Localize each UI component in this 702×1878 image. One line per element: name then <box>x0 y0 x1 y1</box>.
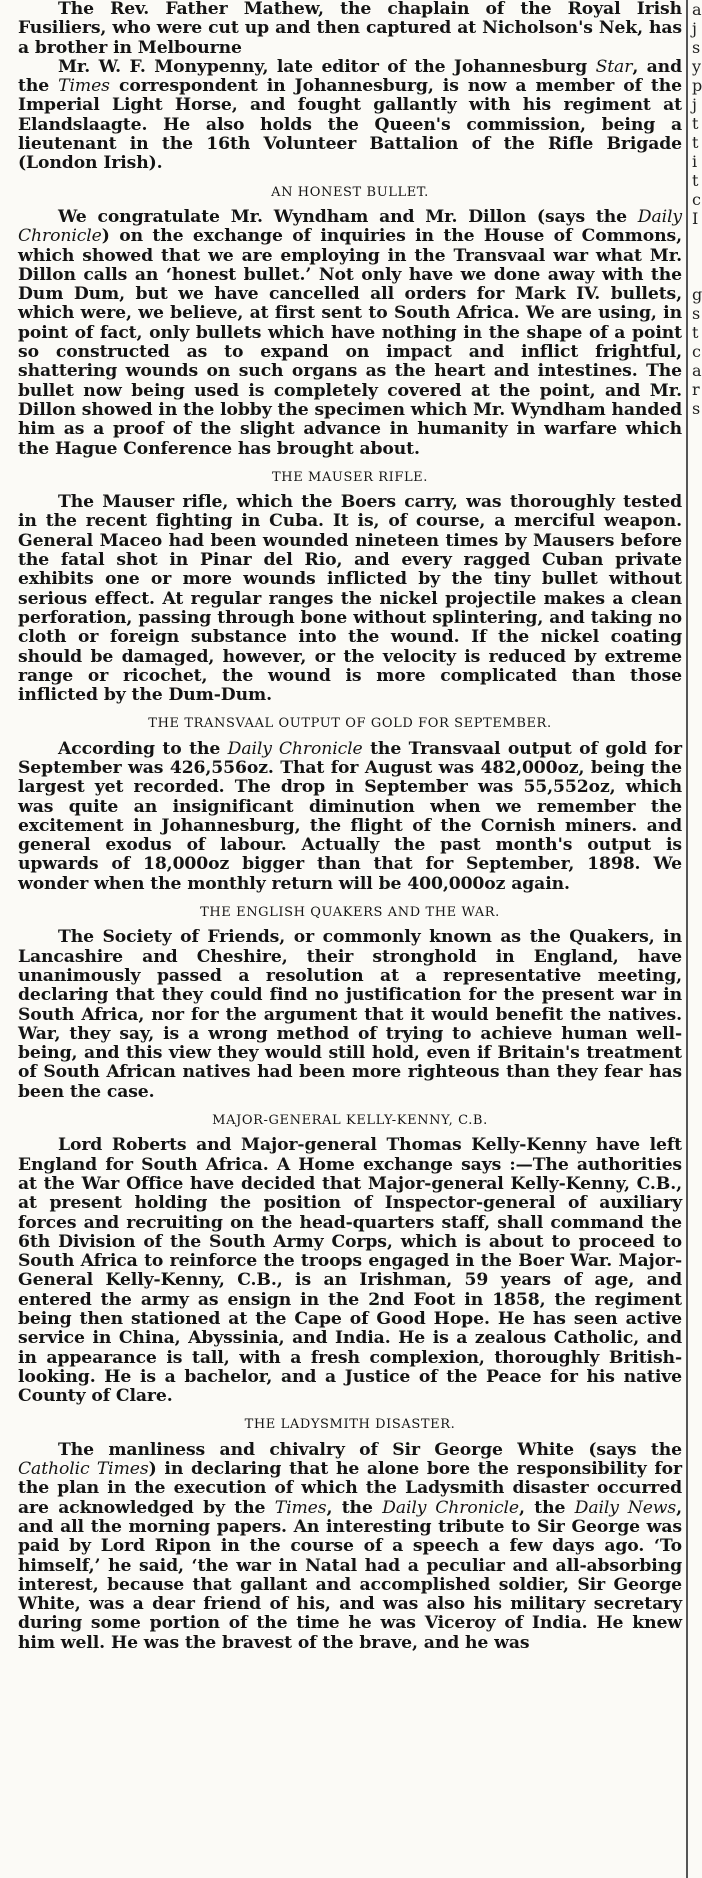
edge-fragment: t <box>692 171 699 190</box>
paragraph-ladysmith-disaster: The manliness and chivalry of Sir George White (says the Catholic Times) in declaring that he alone bore the responsibility for the plan in the execution of which the Ladysmith disaster occurred are acknowledged by the Times, the Daily Chronicle, the Daily News, and all the morning papers. An interesting tribute to Sir George was paid by Lord Ripon in the course of a speech a few days ago. ‘To himself,’ he said, ‘the war in Natal had a peculiar and all-absorbing interest, because that gallant and accomplished soldier, Sir George White, was a dear friend of his, and was also his military secretary during some portion of the time he was Viceroy of India. He knew him well. He was the bravest of the brave, and he was <box>18 1439 682 1653</box>
heading-ladysmith-disaster: THE LADYSMITH DISASTER. <box>244 1417 456 1433</box>
paragraph-honest-bullet: We congratulate Mr. Wyndham and Mr. Dillon (says the Daily Chronicle) on the exchange of inquiries in the House of Commons, which showed that we are employing in the Transvaal war what Mr. Dillon calls an ‘honest bullet.’ Not only have we done away with the Dum Dum, but we have cancelled all orders for Mark IV. bullets, which were, we believe, at first sent to South Africa. We are using, in point of fact, only bullets which have nothing in the shape of a point so constructed as to expand on impact and inflict frightful, shattering wounds on such organs as the heart and intestines. The bullet now being used is completely covered at the point, and Mr. Dillon showed in the lobby the specimen which Mr. Wyndham handed him as a proof of the slight advance in humanity in warfare which the Hague Conference has brought about. <box>18 206 682 459</box>
adjacent-column-fragments <box>692 0 700 1878</box>
edge-fragment: g <box>692 285 702 304</box>
edge-fragment: r <box>692 380 700 399</box>
edge-fragment <box>692 247 700 266</box>
edge-fragment: a <box>692 361 702 380</box>
edge-fragment: s <box>692 38 701 57</box>
paragraph-father-mathew: The Rev. Father Mathew, the chaplain of the Royal Irish Fusiliers, who were cut up and then captured at Nicholson's Nek, has a brother in Melbourne <box>18 0 682 58</box>
article-column <box>18 0 682 1653</box>
column-rule <box>686 0 688 1878</box>
edge-fragment: t <box>692 133 699 152</box>
paragraph-transvaal-gold: According to the Daily Chronicle the Transvaal output of gold for September was 426,556oz. That for August was 482,000oz, being the largest yet recorded. The drop in September was 55,552oz, which was quite an insignificant diminution when we remember the excitement in Johannesburg, the flight of the Cornish miners. and general exodus of labour. Actually the past month's output is upwards of 18,000oz bigger than that for September, 1898. We wonder when the monthly return will be 400,000oz again. <box>18 738 682 894</box>
heading-english-quakers: THE ENGLISH QUAKERS AND THE WAR. <box>200 905 500 921</box>
edge-fragment: s <box>692 304 701 323</box>
edge-fragment: p <box>692 76 702 95</box>
heading-honest-bullet: AN HONEST BULLET. <box>271 184 429 200</box>
edge-fragment: j <box>692 19 697 38</box>
edge-fragment: s <box>692 399 701 418</box>
paragraph-kelly-kenny: Lord Roberts and Major-general Thomas Kelly-Kenny have left England for South Africa. A Home exchange says :—The authorities at the War Office have decided that Major-general Kelly-Kenny, C.B., at present holding the position of Inspector-general of auxiliary forces and recruiting on the head-quarters staff, shall command the 6th Division of the South Army Corps, which is about to proceed to South Africa to reinforce the troops engaged in the Boer War. Major-General Kelly-Kenny, C.B., is an Irishman, 59 years of age, and entered the army as ensign in the 2nd Foot in 1858, the regiment being then stationed at the Cape of Good Hope. He has seen active service in China, Abyssinia, and India. He is a zealous Catholic, and in appearance is tall, with a fresh complexion, thoroughly British-looking. He is a bachelor, and a Justice of the Peace for his native County of Clare. <box>18 1135 682 1407</box>
paragraph-mauser-rifle: The Mauser rifle, which the Boers carry, was thoroughly tested in the recent fighting in Cuba. It is, of course, a merciful weapon. General Maceo had been wounded nineteen times by Mausers before the fatal shot in Pinar del Rio, and every ragged Cuban private exhibits one or more wounds inflicted by the tiny bullet without serious effect. At regular ranges the nickel projectile makes a clean perforation, passing through bone without splintering, and taking no cloth or foreign substance into the wound. If the nickel coating should be damaged, however, or the velocity is reduced by extreme range or ricochet, the wound is more complicated than those inflicted by the Dum-Dum. <box>18 492 682 706</box>
edge-fragment: t <box>692 114 699 133</box>
edge-fragment: I <box>692 209 699 228</box>
edge-fragment: a <box>692 0 702 19</box>
edge-fragment: j <box>692 95 697 114</box>
heading-mauser-rifle: THE MAUSER RIFLE. <box>272 469 428 485</box>
heading-transvaal-gold: THE TRANSVAAL OUTPUT OF GOLD FOR SEPTEMBER. <box>148 716 552 732</box>
paragraph-monypenny: Mr. W. F. Monypenny, late editor of the Johannesburg Star, and the Times correspondent in Johannesburg, is now a member of the Imperial Light Horse, and fought gallantly with his regiment at Elandslaagte. He also holds the Queen's commission, being a lieutenant in the 16th Volunteer Battalion of the Rifle Brigade (London Irish). <box>18 56 682 174</box>
edge-fragment: i <box>692 152 698 171</box>
edge-fragment: c <box>692 190 701 209</box>
edge-fragment: t <box>692 323 699 342</box>
paragraph-english-quakers: The Society of Friends, or commonly known as the Quakers, in Lancashire and Cheshire, their stronghold in England, have unanimously passed a resolution at a representative meeting, declaring that they could find no justification for the present war in South Africa, nor for the argument that it would benefit the natives. War, they say, is a wrong method of trying to achieve human well-being, and this view they would still hold, even if Britain's treatment of South African natives had been more righteous than they fear has been the case. <box>18 927 682 1102</box>
edge-fragment <box>692 228 700 247</box>
heading-kelly-kenny: MAJOR-GENERAL KELLY-KENNY, C.B. <box>212 1113 488 1129</box>
edge-fragment <box>692 266 700 285</box>
edge-fragment: y <box>692 57 702 76</box>
edge-fragment: c <box>692 342 701 361</box>
